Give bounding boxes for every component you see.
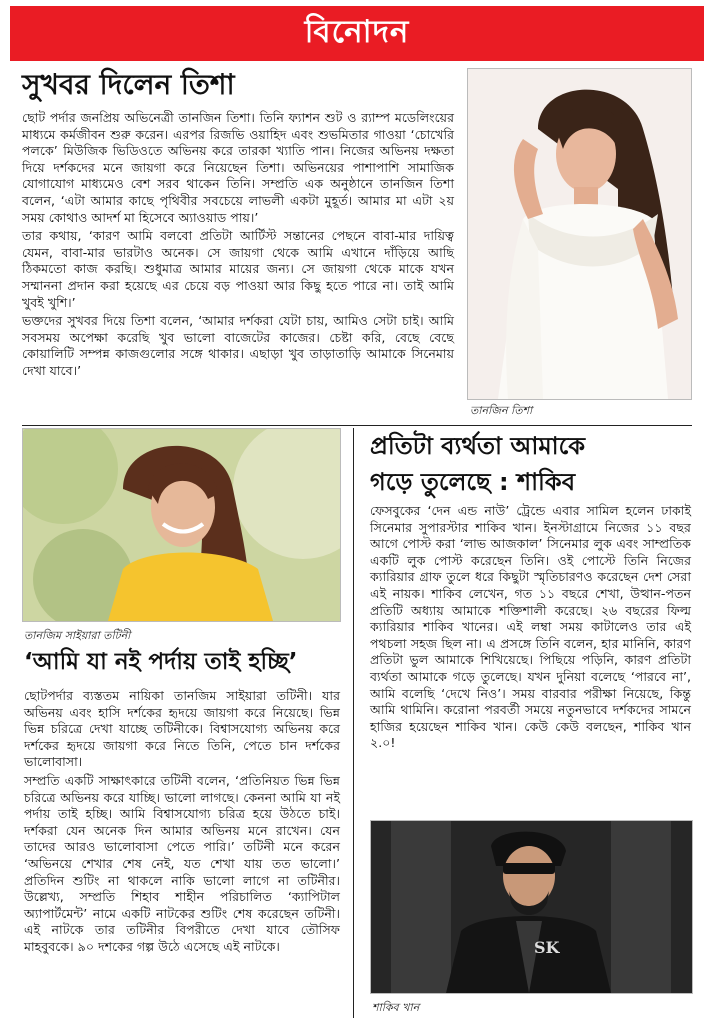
totini-photo <box>22 428 341 622</box>
article1-paragraph: ভক্তদের সুখবর দিয়ে তিশা বলেন, ‘আমার দর্শকরা যেটা চায়, আমিও সেটা চাই। আমি সবসময় অপেক্ষা করেছি খুব ভালো বাজেটের কাজের। চেষ্টা করি, বেছে বেছে কোয়ালিটি সম্পন্ন কাজগুলোর সঙ্গে থাকার। এছাড়া খুব তাড়াতাড়ি আমাকে সিনেমায় দেখা যাবে।’ <box>22 313 454 378</box>
tisha-photo <box>467 68 692 400</box>
section-divider <box>22 425 692 426</box>
article2-body <box>24 688 340 958</box>
article3-body <box>370 503 691 754</box>
section-header <box>10 6 704 61</box>
article1-body <box>22 110 454 382</box>
shakib-photo-caption: শাকিব খান <box>372 1001 420 1014</box>
article2-headline: ‘আমি যা নই পর্দায় তাই হচ্ছি’ <box>24 649 298 675</box>
article3-paragraph: ফেসবুকের ‘দেন এন্ড নাউ’ ট্রেন্ডে এবার সামিল হলেন ঢাকাই সিনেমার সুপারস্টার শাকিব খান। ইনস্টাগ্রামে নিজের ১১ বছর আগে পোস্ট করা ‘লাভ আজকাল’ সিনেমার লুক এবং সাম্প্রতিক একটি লুক পোস্ট করেছেন তিনি। ওই পোস্টে তিনি নিজের ক্যারিয়ার গ্রাফ তুলে ধরে কিছুটা স্মৃতিচারণও করেছেন দেশ সেরা এই নায়ক। শাকিব লেখেন, গত ১১ বছরে শেখা, উত্থান-পতন প্রতিটি অধ্যায় আমাকে শক্তিশালী করেছে। ২৬ বছরের ফিল্ম ক্যারিয়ার শাকিব খানের। এই লম্বা সময় কাটালেও তার এই পথচলা সহজ ছিল না। এ প্রসঙ্গে তিনি বলেন, হার মানিনি, কারণ প্রতিটা ভুল আমাকে শিখিয়েছে। পিছিয়ে পড়িনি, কারণ প্রতিটা ব্যর্থতা আমাকে গড়ে তুলেছে। যখন দুনিয়া বলেছে ‘পারবে না’, আমি বলেছি ‘দেখে নিও’। সময় বারবার পরীক্ষা নিয়েছে, কিন্তু আমি থামিনি। করোনা পরবর্তী সময়ে নতুনভাবে দর্শকদের সামনে হাজির হয়েছেন শাকিব খান। কেউ কেউ বলছেন, শাকিব খান ২.০! <box>370 503 691 751</box>
column-divider <box>353 428 354 1018</box>
article2-paragraph: ছোটপর্দার ব্যস্ততম নায়িকা তানজিম সাইয়ারা তটিনী। যার অভিনয় এবং হাসি দর্শকের হৃদয়ে জায়গা করে নিয়েছে। ভিন্ন ভিন্ন চরিত্রে দেখা যাচ্ছে তটিনীকে। বিশ্বাসযোগ্য অভিনয় করে দর্শকের হৃদয়ে জায়গা করে নিতে তিনি, পেতে চান দর্শকের ভালোবাসা। <box>24 688 340 770</box>
shakib-photo-illustration <box>371 821 692 993</box>
shakib-logo-initials: SK <box>534 938 560 957</box>
article2-paragraph: সম্প্রতি একটি সাক্ষাৎকারে তটিনী বলেন, ‘প্রতিনিয়ত ভিন্ন ভিন্ন চরিত্রে অভিনয় করে যাচ্ছি। ভালো লাগছে। কেননা আমি যা নই পর্দায় তাই হচ্ছি। আমি বিশ্বাসযোগ্য চরিত্র হয়ে উঠতে চাই। দর্শকরা যেন অনেক দিন আমার অভিনয় মনে রাখেন। যেন তাদের আরও ভালোবাসা পেতে পারি।’ তটিনী মনে করেন ‘অভিনয়ে শেখার শেষ নেই, যত শেখা যায় তত ভালো।’ প্রতিদিন শুটিং না থাকলে নাকি ভালো লাগে না তটিনীর। উল্লেখ্য, সম্প্রতি শিহাব শাহীন পরিচালিত ‘ক্যাপিটাল অ্যাপার্টমেন্ট’ নামে একটি নাটকের শুটিং শেষ করেছেন তটিনী। এই নাটকে তার তটিনীর বিপরীতে দেখা যাবে তৌসিফ মাহবুবকে। ৯০ দশকের গল্প উঠে এসেছে এই নাটকে। <box>24 772 340 954</box>
article1-paragraph: তার কথায়, ‘কারণ আমি বলবো প্রতিটা আর্টিস্ট সন্তানের পেছনে বাবা-মার দায়িত্ব যেমন, বাবা-মার ভারটাও অনেক। সে জায়গা থেকে আমি এখানে দাঁড়িয়ে আছি ঠিকমতো কাজ করছি। শুধুমাত্র আমার মায়ের জন্য। সে জায়গা থেকে মাকে যখন সম্মাননা প্রদান করা হয়েছে এর চেয়ে বড় পাওয়া আর কিছু হতে পারে না। তাই আমি খুবই খুশি।’ <box>22 228 454 310</box>
tisha-photo-illustration <box>468 69 691 399</box>
article1-paragraph: ছোট পর্দার জনপ্রিয় অভিনেত্রী তানজিন তিশা। তিনি ফ্যাশন শুট ও র‍্যাম্প মডেলিংয়ের মাধ্যমে কর্মজীবন শুরু করেন। এরপর রিজভি ওয়াহিদ এবং শুভমিতার গাওয়া ‘চোখেরি পলকে’ মিউজিক ভিডিওতে অভিনয় করে তারকা খ্যাতি পান। নিজের অভিনয় দক্ষতা দিয়ে দর্শকদের মনে জায়গা করে নিয়েছেন তিশা। অভিনয়ের পাশাপাশি সামাজিক যোগাযোগ মাধ্যমেও বেশ সরব থাকেন তিনি। সম্প্রতি এক অনুষ্ঠানে তানজিন তিশা বলেন, ‘এটা আমার কাছে পৃথিবীর সবচেয়ে লাভলী একটা মুহূর্ত। আমার মা এটা ২য় সময় কোথাও আদর্শ মা হিসেবে অ্যাওয়াড পায়।’ <box>22 110 454 225</box>
article3-headline-line2: গড়ে তুলেছে : শাকিব <box>370 468 576 496</box>
section-title: বিনোদন <box>304 13 410 50</box>
tisha-photo-caption: তানজিন তিশা <box>470 404 533 417</box>
article3-headline-line1: প্রতিটা ব্যর্থতা আমাকে <box>370 432 586 460</box>
totini-photo-caption: তানজিম সাইয়ারা তটিনী <box>24 629 131 642</box>
shakib-photo <box>370 820 693 994</box>
article1-headline: সুখবর দিলেন তিশা <box>22 68 235 101</box>
article3-headline <box>370 428 695 500</box>
totini-photo-illustration <box>23 429 340 621</box>
